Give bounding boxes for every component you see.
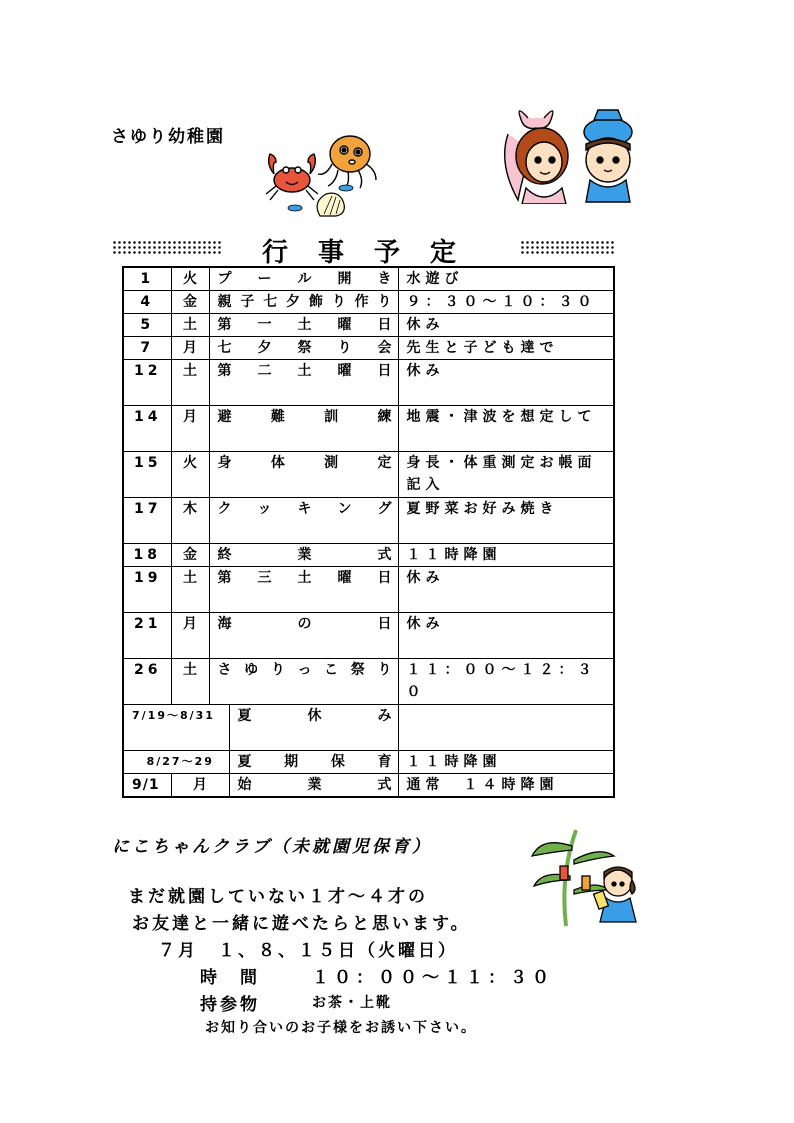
day-cell: 19 <box>123 567 171 613</box>
event-cell <box>209 498 398 544</box>
table-row <box>123 498 614 544</box>
note-cell: １１時降園 <box>398 544 614 567</box>
table-row <box>123 267 614 291</box>
table-row <box>123 659 614 705</box>
note-cell: 休み <box>398 360 614 406</box>
table-row <box>123 751 614 774</box>
table-row <box>123 774 614 798</box>
table-row <box>123 705 614 751</box>
event-text: プ ー ル 開 き <box>217 271 392 287</box>
day-cell: 12 <box>123 360 171 406</box>
table-row <box>123 452 614 498</box>
event-text: 夏 期 保 育 <box>237 754 392 770</box>
weekday-cell: 金 <box>171 544 209 567</box>
weekday-cell: 土 <box>171 659 209 705</box>
event-text: 第 三 土 曜 日 <box>217 570 392 586</box>
event-text: 避 難 訓 練 <box>217 409 392 425</box>
event-cell <box>209 544 398 567</box>
note-cell: 休み <box>398 613 614 659</box>
event-text: さ ゆ り っ こ 祭 り <box>217 662 392 678</box>
club-bring-value: お茶・上靴 <box>312 995 392 1011</box>
event-cell <box>209 267 398 291</box>
note-cell: 身長・体重測定お帳面記入 <box>398 452 614 498</box>
crab-octopus-shell-icon <box>262 130 380 220</box>
table-row <box>123 544 614 567</box>
club-time-label: 時 間 <box>200 968 260 988</box>
event-text: 終 業 式 <box>217 547 392 563</box>
weekday-cell: 月 <box>171 406 209 452</box>
dotted-ornament-left <box>112 240 222 254</box>
period-cell: 7/19～8/31 <box>123 705 229 751</box>
event-cell <box>209 452 398 498</box>
note-cell: １１：００～１２：３０ <box>398 659 614 705</box>
weekday-cell: 土 <box>171 314 209 337</box>
note-cell: ９：３０～１０：３０ <box>398 291 614 314</box>
note-cell: 地震・津波を想定して <box>398 406 614 452</box>
event-text: 第 二 土 曜 日 <box>217 363 392 379</box>
dotted-ornament-right <box>520 240 615 254</box>
day-cell: 18 <box>123 544 171 567</box>
weekday-cell: 火 <box>171 452 209 498</box>
event-text: 第 一 土 曜 日 <box>217 317 392 333</box>
club-dates: ７月 １、８、１５日（火曜日） <box>158 941 458 961</box>
event-text: 始 業 式 <box>237 777 392 793</box>
event-cell <box>209 360 398 406</box>
table-row <box>123 291 614 314</box>
event-text: 七 夕 祭 り 会 <box>217 340 392 356</box>
period-cell: 8/27～29 <box>123 751 229 774</box>
date-cell: 9/1 <box>123 774 171 798</box>
event-text: 海 の 日 <box>217 616 392 632</box>
weekday-cell: 土 <box>171 567 209 613</box>
note-cell: 水遊び <box>398 267 614 291</box>
day-cell: 5 <box>123 314 171 337</box>
day-cell: 26 <box>123 659 171 705</box>
club-line-1: まだ就園していない１才～４才の <box>128 887 428 907</box>
day-cell: 21 <box>123 613 171 659</box>
weekday-cell: 月 <box>171 613 209 659</box>
note-cell: 先生と子ども達で <box>398 337 614 360</box>
day-cell: 7 <box>123 337 171 360</box>
event-text: 親 子 七 夕 飾 り 作 り <box>217 294 392 310</box>
weekday-cell: 火 <box>171 267 209 291</box>
title-row <box>112 234 615 268</box>
event-cell <box>209 337 398 360</box>
day-cell: 15 <box>123 452 171 498</box>
club-title: にこちゃんクラブ（未就園児保育） <box>112 837 432 857</box>
table-row <box>123 314 614 337</box>
event-cell <box>229 705 398 751</box>
table-row <box>123 567 614 613</box>
event-cell <box>209 659 398 705</box>
day-cell: 17 <box>123 498 171 544</box>
tanabata-girl-icon <box>520 826 644 930</box>
weekday-cell: 土 <box>171 360 209 406</box>
note-cell: 休み <box>398 314 614 337</box>
event-cell <box>229 751 398 774</box>
event-cell <box>229 774 398 798</box>
event-text: 夏 休 み <box>237 708 392 724</box>
event-cell <box>209 314 398 337</box>
event-cell <box>209 406 398 452</box>
event-cell <box>209 567 398 613</box>
club-bring-label: 持参物 <box>200 995 260 1015</box>
event-text: ク ッ キ ン グ <box>217 501 392 517</box>
note-cell <box>398 705 614 751</box>
event-cell <box>209 291 398 314</box>
day-cell: 14 <box>123 406 171 452</box>
school-name: さゆり幼稚園 <box>111 127 225 147</box>
table-row <box>123 613 614 659</box>
club-line-2: お友達と一緒に遊べたらと思います。 <box>132 914 471 934</box>
weekday-cell: 月 <box>171 337 209 360</box>
club-invite: お知り合いのお子様をお誘い下さい。 <box>205 1020 477 1036</box>
note-cell: 休み <box>398 567 614 613</box>
page-title: 行事予定 <box>261 238 486 268</box>
note-cell: 通常 １４時降園 <box>398 774 614 798</box>
orihime-hikoboshi-icon <box>498 104 644 204</box>
club-time-value: １０：００～１１：３０ <box>312 968 554 988</box>
weekday-cell: 木 <box>171 498 209 544</box>
note-cell: 夏野菜お好み焼き <box>398 498 614 544</box>
note-cell: １１時降園 <box>398 751 614 774</box>
day-cell: 4 <box>123 291 171 314</box>
event-text: 身 体 測 定 <box>217 455 392 471</box>
event-cell <box>209 613 398 659</box>
weekday-cell: 金 <box>171 291 209 314</box>
table-row <box>123 360 614 406</box>
day-cell: 1 <box>123 267 171 291</box>
schedule-table <box>122 266 615 798</box>
weekday-cell: 月 <box>171 774 229 798</box>
table-row <box>123 406 614 452</box>
table-row <box>123 337 614 360</box>
